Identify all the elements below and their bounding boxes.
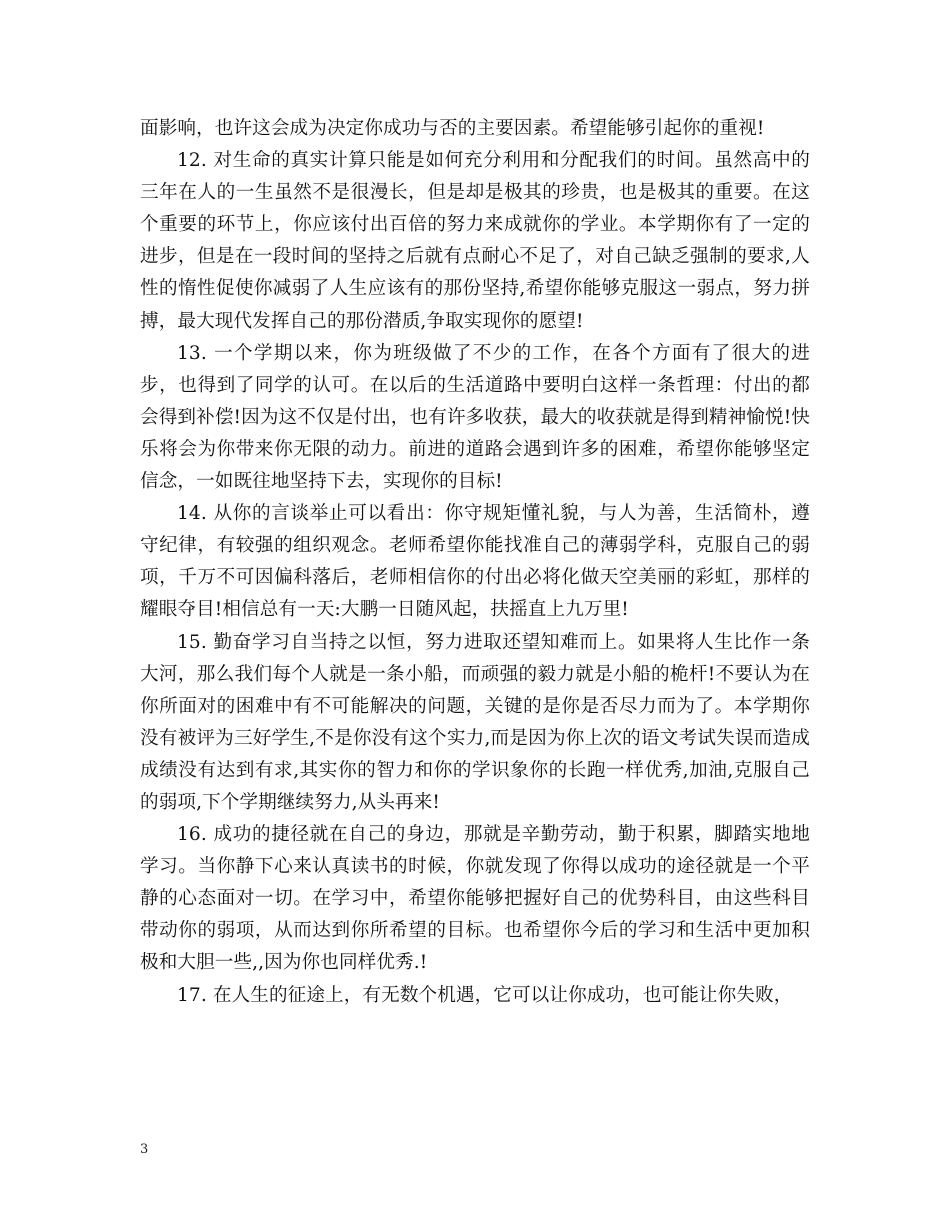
paragraph-item-12: 12. 对生命的真实计算只能是如何充分利用和分配我们的时间。虽然高中的三年在人的一生虽然不是很漫长，但是却是极其的珍贵，也是极其的重要。在这个重要的环节上，你应该付出百倍的努力来成就你的学业。本学期你有了一定的进步，但是在一段时间的坚持之后就有点耐心不足了，对自己缺乏强制的要求,人性的惰性促使你减弱了人生应该有的那份坚持,希望你能够克服这一弱点，努力拼搏，最大现代发挥自己的那份潜质,争取实现你的愿望! <box>140 150 810 332</box>
paragraph-continuation: 面影响，也许这会成为决定你成功与否的主要因素。希望能够引起你的重视! <box>140 118 765 139</box>
paragraph-item-15: 15. 勤奋学习自当持之以恒，努力进取还望知难而上。如果将人生比作一条大河，那么我们每个人就是一条小船，而顽强的毅力就是小船的桅杆!不要认为在你所面对的困难中有不可能解决的问题，关键的是你是否尽力而为了。本学期你没有被评为三好学生,不是你没有这个实力,而是因为你上次的语文考试失误而造成成绩没有达到有求,其实你的智力和你的学识象你的长跑一样优秀,加油,克服自己的弱项,下个学期继续努力,从头再来! <box>140 631 810 813</box>
paragraph-item-17: 17. 在人生的征途上，有无数个机遇，它可以让你成功，也可能让你失败， <box>177 984 793 1006</box>
body-text <box>140 113 810 1012</box>
paragraph-item-13: 13. 一个学期以来，你为班级做了不少的工作，在各个方面有了很大的进步，也得到了同学的认可。在以后的生活道路中要明白这样一条哲理：付出的都会得到补偿!因为这不仅是付出，也有许多收获，最大的收获就是得到精神愉悦!快乐将会为你带来你无限的动力。前进的道路会遇到许多的困难，希望你能够坚定信念，一如既往地坚持下去，实现你的目标! <box>140 342 810 493</box>
paragraph-item-16: 16. 成功的捷径就在自己的身边，那就是辛勤劳动，勤于积累，脚踏实地地学习。当你静下心来认真读书的时候，你就发现了你得以成功的途径就是一个平静的心态面对一切。在学习中，希望你能够把握好自己的优势科目，由这些科目带动你的弱项，从而达到你所希望的目标。也希望你今后的学习和生活中更加积极和大胆一些,,因为你也同样优秀.! <box>140 824 810 974</box>
page-number: 3 <box>140 1142 149 1157</box>
paragraph-item-14: 14. 从你的言谈举止可以看出：你守规矩懂礼貌，与人为善，生活简朴，遵守纪律，有较强的组织观念。老师希望你能找准自己的薄弱学科，克服自己的弱项，千万不可因偏科落后，老师相信你的付出必将化做天空美丽的彩虹，那样的耀眼夺目!相信总有一天:大鹏一日随风起，扶摇直上九万里! <box>140 503 810 621</box>
